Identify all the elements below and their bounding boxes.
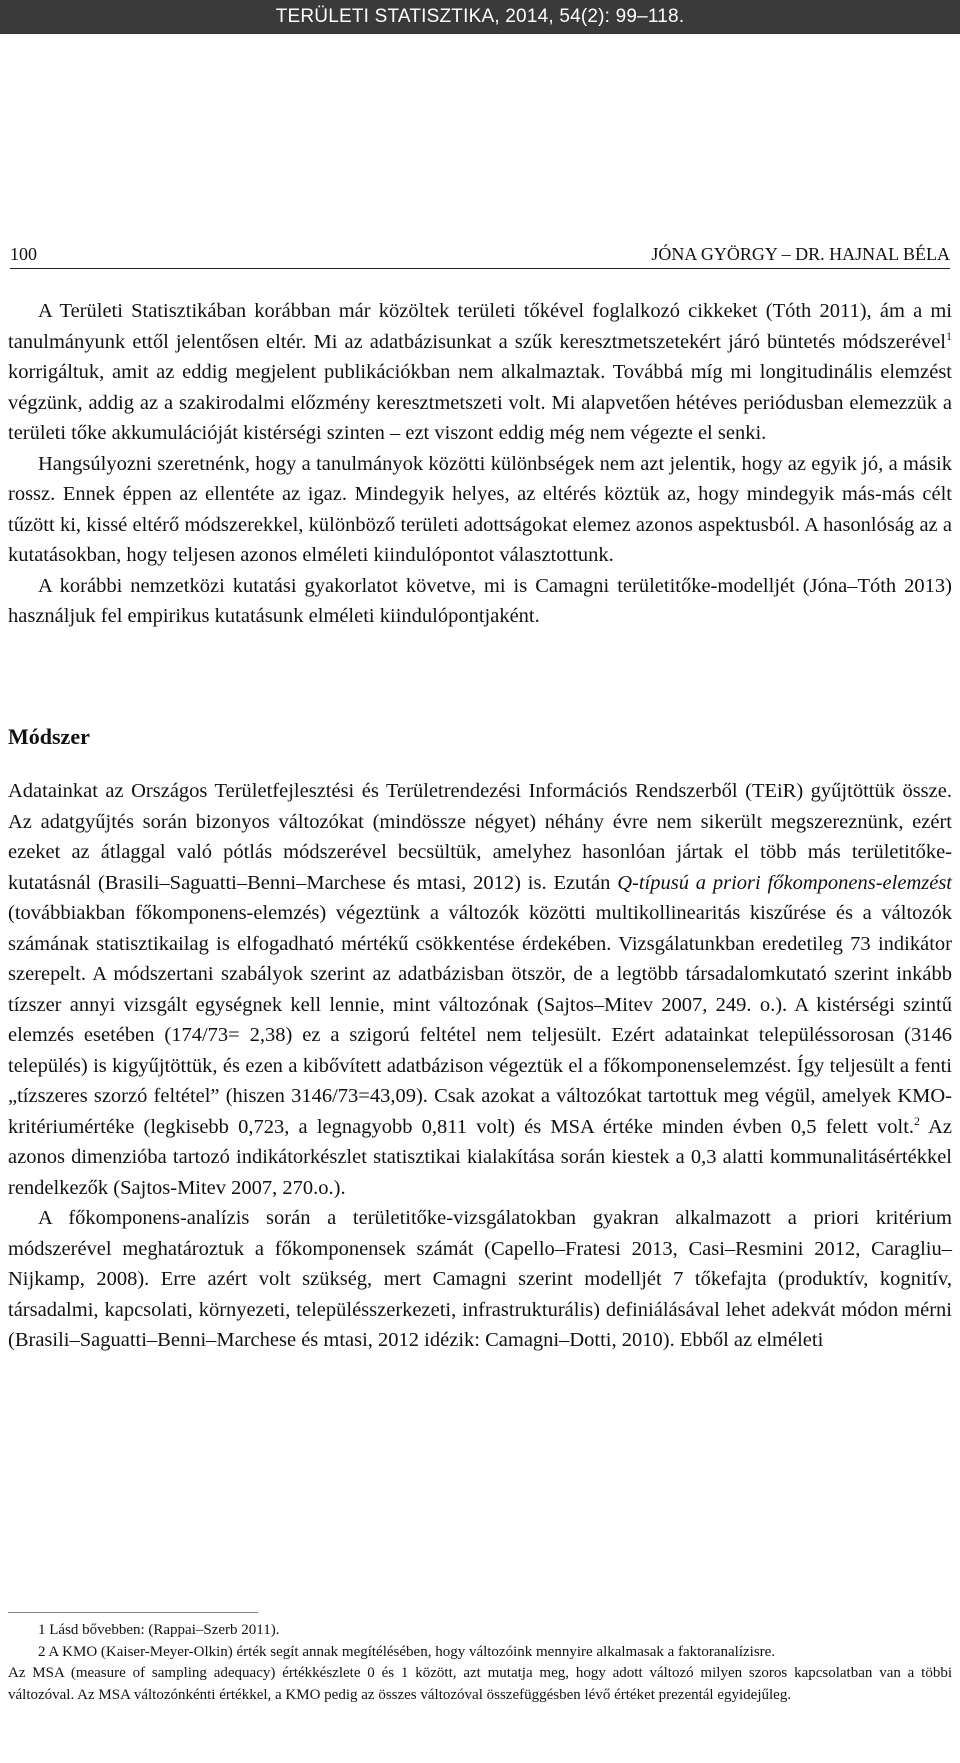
method-p1-text-b: (továbbiakban főkomponens-elemzés) végeztünk a változók közötti multikollinearitás kiszűrése és a változók számának statisztikailag is elfogadható mértékű csökkentése érdekében. Vizsgálatunkban eredetileg 73 indikátor szerepelt. A módszertani szabályok szerint az adatbázisban ötször, de a legtöbb társadalomkutató szerint inkább tízszer annyi vizsgált egységnek kell lennie, mint változónak (Sajtos–Mitev 2007, 249. o.). A kistérségi szintű elemzés esetében (174/73= 2,38) ez a szigorú feltétel nem teljesült. Ezért adatainkat településsorosan (3146 település) is kigyűjtöttük, és ezen a kibővített adatbázison végeztük el a főkomponenselemzést. Így teljesült a fenti „tízszeres szorzó feltétel” (hiszen 3146/73=43,09). Csak azokat a változókat tartottuk meg végül, amelyek KMO-kritériumértéke (legkisebb 0,723, a legnagyobb 0,811 volt) és MSA értéke minden évben 0,5 felett volt.	[8, 902, 952, 1138]
running-head-authors: JÓNA GYÖRGY – DR. HAJNAL BÉLA	[651, 244, 950, 264]
method-p1-text-a: Adatainkat az Országos Területfejlesztési és Területrendezési Információs Rendszerből (TEiR) gyűjtöttük össze. Az adatgyűjtés során bizonyos változókat (mindössze négyet) néhány évre nem sikerült megszereznünk, ezért ezeket az átlaggal való pótlás módszerével becsültük, amelyhez hasonlóan jártak el több más területitőke-kutatásnál (Brasili–Saguatti–Benni–Marchese és mtasi, 2012) is. Ezután	[8, 780, 952, 894]
method-section	[8, 776, 952, 1356]
intro-p1-text-a: A Területi Statisztikában korábban már közöltek területi tőkével foglalkozó cikkeket (Tóth 2011), ám a mi tanulmányunk ettől jelentősen eltér. Mi az adatbázisunkat a szűk keresztmetszetekért járó büntetés módszerével	[8, 300, 952, 353]
method-paragraph-2: A főkomponens-analízis során a területitőke-vizsgálatokban gyakran alkalmazott a priori kritérium módszerével meghatároztuk a főkomponensek számát (Capello–Fratesi 2013, Casi–Resmini 2012, Caragliu–Nijkamp, 2008). Erre azért volt szükség, mert Camagni szerint modelljét 7 tőkefajta (produktív, kognitív, társadalmi, kapcsolati, környezeti, településszerkezeti, infrastrukturális) definiálásával lehet adekvát módon mérni (Brasili–Saguatti–Benni–Marchese és mtasi, 2012 idézik: Camagni–Dotti, 2010). Ebből az elméleti	[8, 1207, 952, 1351]
running-head	[10, 240, 950, 269]
footnote-1: 1 Lásd bővebben: (Rappai–Szerb 2011).	[38, 1622, 280, 1638]
footnote-ref-2: 2	[914, 1113, 921, 1128]
page-number: 100	[10, 244, 37, 264]
footnote-divider	[8, 1612, 258, 1613]
section-heading-method: Módszer	[8, 724, 90, 749]
method-p1-text-c: Az azonos dimenzióba tartozó indikátorkészlet statisztikai kialakítása során kiestek a 0,3 alatti kommunalitásértékkel rendelkezők (Sajtos-Mitev 2007, 270.o.).	[8, 1115, 952, 1199]
footnotes	[8, 1620, 952, 1706]
intro-paragraph-3: A korábbi nemzetközi kutatási gyakorlatot követve, mi is Camagni területitőke-modelljét (Jóna–Tóth 2013) használjuk fel empirikus kutatásunk elméleti kiindulópontjaként.	[8, 574, 952, 627]
footnote-2: 2 A KMO (Kaiser-Meyer-Olkin) érték segít annak megítélésében, hogy változóink mennyire alkalmasak a faktoranalízisre.	[38, 1643, 776, 1660]
footnote-2-continued: Az MSA (measure of sampling adequacy) értékkészlete 0 és 1 között, azt mutatja meg, hogy adott változó milyen szoros kapcsolatban van a többi változóval. Az MSA változónkénti értékkel, a KMO pedig az összes változóval összefüggésben lévő értéket prezentál egyidejűleg.	[8, 1665, 952, 1703]
intro-paragraph-2: Hangsúlyozni szeretnénk, hogy a tanulmányok közötti különbségek nem azt jelentik, hogy az egyik jó, a másik rossz. Ennek éppen az ellentéte az igaz. Mindegyik helyes, az eltérés köztük az, hogy mindegyik más-más célt tűzött ki, kissé eltérő módszerekkel, különböző területi adottságokat elemez azonos aspektusból. A hasonlóság az a kutatásokban, hogy teljesen azonos elméleti kiindulópontot választottunk.	[8, 452, 952, 566]
intro-paragraph-1	[8, 296, 952, 449]
method-paragraph-1	[8, 776, 952, 1203]
footnote-ref-1: 1	[946, 328, 952, 343]
journal-header-bar	[0, 0, 960, 34]
intro-section	[8, 296, 952, 632]
method-p1-italic: Q-típusú a priori főkomponens-elemzést	[617, 871, 953, 894]
intro-p1-text-b: korrigáltuk, amit az eddig megjelent publikációkban nem alkalmaztak. Továbbá míg mi longitudinális elemzést végzünk, addig az a szakirodalmi előzmény keresztmetszeti volt. Mi alapvetően hétéves periódusban elemezzük a területi tőke akkumulációját kistérségi szinten – ezt viszont eddig még nem végezte el senki.	[8, 361, 952, 444]
journal-citation: TERÜLETI STATISZTIKA, 2014, 54(2): 99–118.	[275, 6, 685, 27]
